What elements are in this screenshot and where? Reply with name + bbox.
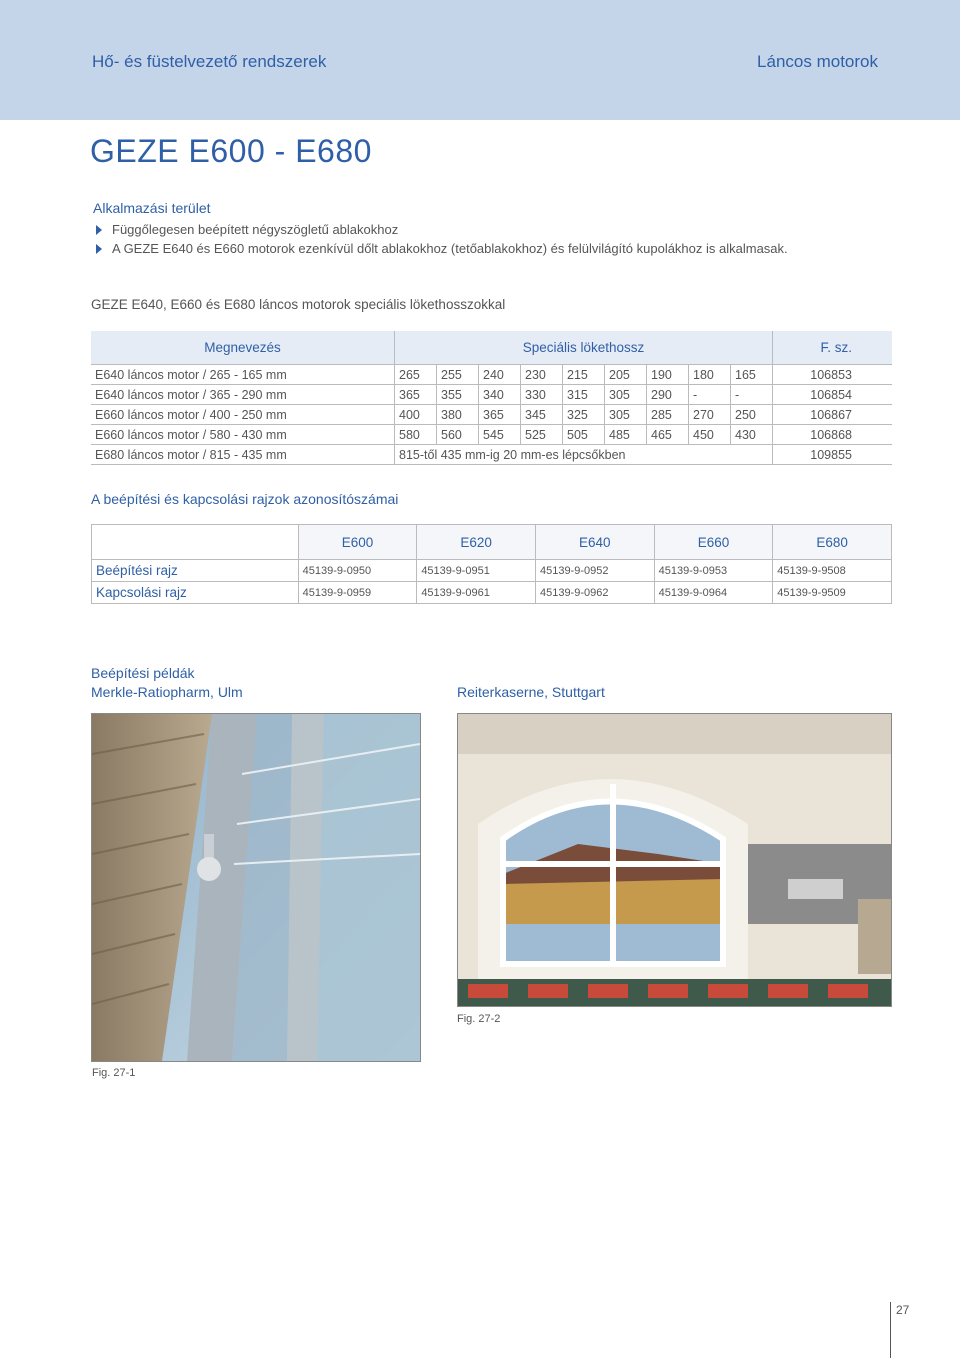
cell-fsz: 106853	[773, 365, 893, 385]
drawings-table	[91, 524, 892, 604]
table-row	[91, 405, 892, 425]
application-bullet-list	[94, 220, 794, 258]
row-name: E640 láncos motor / 365 - 290 mm	[91, 385, 395, 405]
cell-value: 270	[689, 405, 731, 425]
application-heading: Alkalmazási terület	[93, 200, 211, 216]
header-fsz: F. sz.	[773, 331, 893, 365]
table-row	[91, 425, 892, 445]
cell-value: 355	[437, 385, 479, 405]
stroke-table	[91, 331, 892, 465]
cell-code: 45139-9-0952	[535, 560, 654, 582]
cell-code: 45139-9-0962	[535, 582, 654, 604]
bullet-item: A GEZE E640 és E660 motorok ezenkívül dőlt ablakokhoz (tetőablakokhoz) és felülvilágító kupolákhoz is alkalmasak.	[94, 239, 794, 258]
header-model: E600	[298, 525, 417, 560]
figure-caption-1: Fig. 27-1	[92, 1067, 136, 1079]
cell-value: 330	[521, 385, 563, 405]
cell-code: 45139-9-0959	[298, 582, 417, 604]
cell-value: 560	[437, 425, 479, 445]
cell-value: 285	[647, 405, 689, 425]
cell-value: 525	[521, 425, 563, 445]
cell-value: -	[731, 385, 773, 405]
row-label: Kapcsolási rajz	[92, 582, 299, 604]
cell-code: 45139-9-0951	[417, 560, 536, 582]
table-row	[91, 365, 892, 385]
cell-value: 430	[731, 425, 773, 445]
header-blank	[92, 525, 299, 560]
cell-code: 45139-9-0950	[298, 560, 417, 582]
cell-value: 315	[563, 385, 605, 405]
header-model: E640	[535, 525, 654, 560]
cell-value: 365	[395, 385, 437, 405]
page-header	[0, 0, 960, 120]
cell-value: 485	[605, 425, 647, 445]
cell-value: 580	[395, 425, 437, 445]
row-name: E680 láncos motor / 815 - 435 mm	[91, 445, 395, 465]
cell-fsz: 106867	[773, 405, 893, 425]
cell-value: 305	[605, 385, 647, 405]
cell-code: 45139-9-0953	[654, 560, 773, 582]
header-chapter-title: Láncos motorok	[757, 52, 878, 71]
page-number-rule	[890, 1302, 891, 1358]
cell-value: 340	[479, 385, 521, 405]
row-name: E660 láncos motor / 400 - 250 mm	[91, 405, 395, 425]
cell-value: 190	[647, 365, 689, 385]
cell-value: 215	[563, 365, 605, 385]
example-right-place: Reiterkaserne, Stuttgart	[457, 684, 605, 700]
cell-code: 45139-9-0961	[417, 582, 536, 604]
page-title: GEZE E600 - E680	[90, 133, 372, 169]
cell-value: 165	[731, 365, 773, 385]
arched-window-illustration	[458, 714, 891, 1006]
examples-heading: Beépítési példák	[91, 665, 195, 681]
stroke-table-header	[91, 331, 892, 365]
cell-code: 45139-9-9509	[773, 582, 892, 604]
table-row	[92, 560, 892, 582]
table-row	[92, 582, 892, 604]
figure-caption-2: Fig. 27-2	[457, 1013, 501, 1025]
cell-code: 45139-9-9508	[773, 560, 892, 582]
cell-code: 45139-9-0964	[654, 582, 773, 604]
header-model: E680	[773, 525, 892, 560]
row-name: E640 láncos motor / 265 - 165 mm	[91, 365, 395, 385]
cell-value: 450	[689, 425, 731, 445]
cell-fsz: 109855	[773, 445, 893, 465]
cell-value: 180	[689, 365, 731, 385]
cell-value: 205	[605, 365, 647, 385]
cell-value: 250	[731, 405, 773, 425]
drawings-table-header	[92, 525, 892, 560]
cell-value: 305	[605, 405, 647, 425]
cell-value: -	[689, 385, 731, 405]
cell-value: 465	[647, 425, 689, 445]
stroke-table-intro: GEZE E640, E660 és E680 láncos motorok speciális lökethosszokkal	[91, 297, 506, 312]
table-row	[91, 445, 892, 465]
cell-value: 290	[647, 385, 689, 405]
header-section-title: Hő- és füstelvezető rendszerek	[92, 52, 327, 71]
header-model: E620	[417, 525, 536, 560]
drawings-heading: A beépítési és kapcsolási rajzok azonosítószámai	[91, 491, 399, 507]
header-stroke: Speciális lökethossz	[395, 331, 773, 365]
bullet-item: Függőlegesen beépített négyszögletű ablakokhoz	[94, 220, 794, 239]
row-name: E660 láncos motor / 580 - 430 mm	[91, 425, 395, 445]
example-left-place: Merkle-Ratiopharm, Ulm	[91, 684, 243, 700]
photo-glass-facade	[91, 713, 421, 1062]
cell-fsz: 106868	[773, 425, 893, 445]
cell-value: 545	[479, 425, 521, 445]
cell-value: 400	[395, 405, 437, 425]
facade-illustration	[92, 714, 420, 1061]
cell-value: 265	[395, 365, 437, 385]
page-number: 27	[896, 1303, 910, 1317]
cell-value: 325	[563, 405, 605, 425]
cell-fsz: 106854	[773, 385, 893, 405]
table-row	[91, 385, 892, 405]
cell-value: 230	[521, 365, 563, 385]
cell-value: 505	[563, 425, 605, 445]
row-label: Beépítési rajz	[92, 560, 299, 582]
cell-value: 380	[437, 405, 479, 425]
cell-value: 345	[521, 405, 563, 425]
header-model: E660	[654, 525, 773, 560]
cell-span-text: 815-től 435 mm-ig 20 mm-es lépcsőkben	[395, 445, 773, 465]
cell-value: 365	[479, 405, 521, 425]
cell-value: 240	[479, 365, 521, 385]
photo-arched-window	[457, 713, 892, 1007]
header-name: Megnevezés	[204, 340, 281, 355]
cell-value: 255	[437, 365, 479, 385]
